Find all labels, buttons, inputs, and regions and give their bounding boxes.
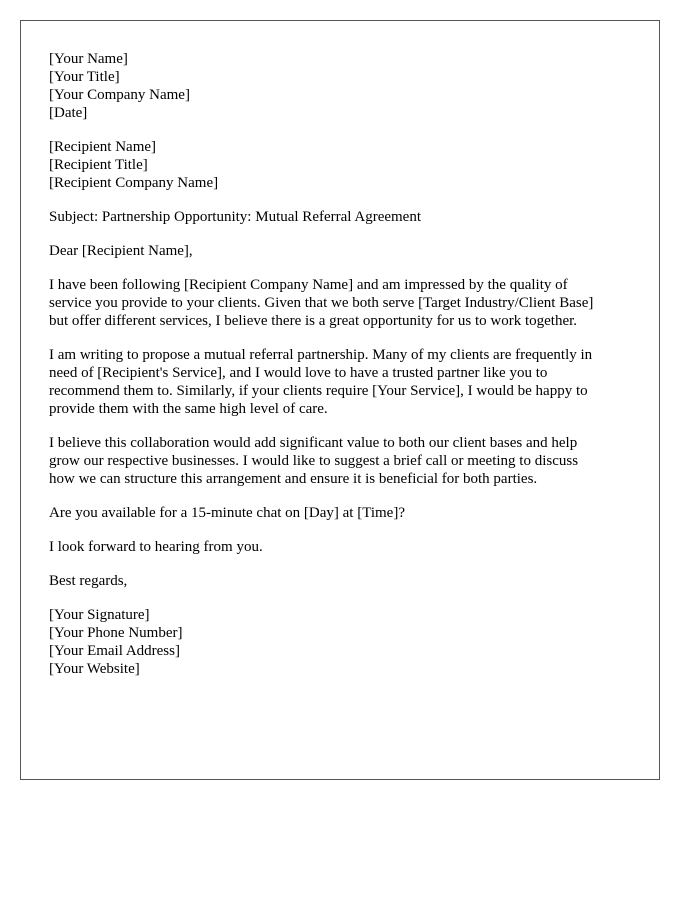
sender-title: [Your Title] <box>49 69 120 85</box>
body-paragraph-2 <box>49 346 631 418</box>
signature: [Your Signature] <box>49 607 150 623</box>
recipient-block <box>49 138 631 192</box>
body-line: I believe this collaboration would add significant value to both our client bases and help <box>49 435 578 451</box>
letter-date: [Date] <box>49 105 88 121</box>
recipient-title: [Recipient Title] <box>49 157 148 173</box>
phone-number: [Your Phone Number] <box>49 625 183 641</box>
body-line: I have been following [Recipient Company Name] and am impressed by the quality of <box>49 277 568 293</box>
sender-name: [Your Name] <box>49 51 128 67</box>
recipient-name: [Recipient Name] <box>49 139 157 155</box>
letter-page <box>20 20 660 780</box>
body-paragraph-5 <box>49 538 631 556</box>
salutation: Dear [Recipient Name], <box>49 243 193 259</box>
body-paragraph-1 <box>49 276 631 330</box>
recipient-company: [Recipient Company Name] <box>49 175 219 191</box>
body-line: but offer different services, I believe there is a great opportunity for us to work together. <box>49 313 578 329</box>
signature-block <box>49 606 631 678</box>
body-paragraph-4 <box>49 504 631 522</box>
body-line: Are you available for a 15-minute chat on [Day] at [Time]? <box>49 505 405 521</box>
body-line: how we can structure this arrangement and ensure it is beneficial for both parties. <box>49 471 538 487</box>
website: [Your Website] <box>49 661 140 677</box>
closing: Best regards, <box>49 573 128 589</box>
body-line: service you provide to your clients. Given that we both serve [Target Industry/Client Base] <box>49 295 594 311</box>
subject-line: Subject: Partnership Opportunity: Mutual Referral Agreement <box>49 209 421 225</box>
sender-block <box>49 50 631 122</box>
body-line: I look forward to hearing from you. <box>49 539 263 555</box>
body-line: I am writing to propose a mutual referral partnership. Many of my clients are frequently in <box>49 347 593 363</box>
body-line: grow our respective businesses. I would like to suggest a brief call or meeting to discuss <box>49 453 579 469</box>
email-address: [Your Email Address] <box>49 643 180 659</box>
body-line: need of [Recipient's Service], and I would love to have a trusted partner like you to <box>49 365 548 381</box>
body-line: recommend them to. Similarly, if your clients require [Your Service], I would be happy to <box>49 383 588 399</box>
body-paragraph-3 <box>49 434 631 488</box>
body-line: provide them with the same high level of care. <box>49 401 328 417</box>
sender-company: [Your Company Name] <box>49 87 190 103</box>
